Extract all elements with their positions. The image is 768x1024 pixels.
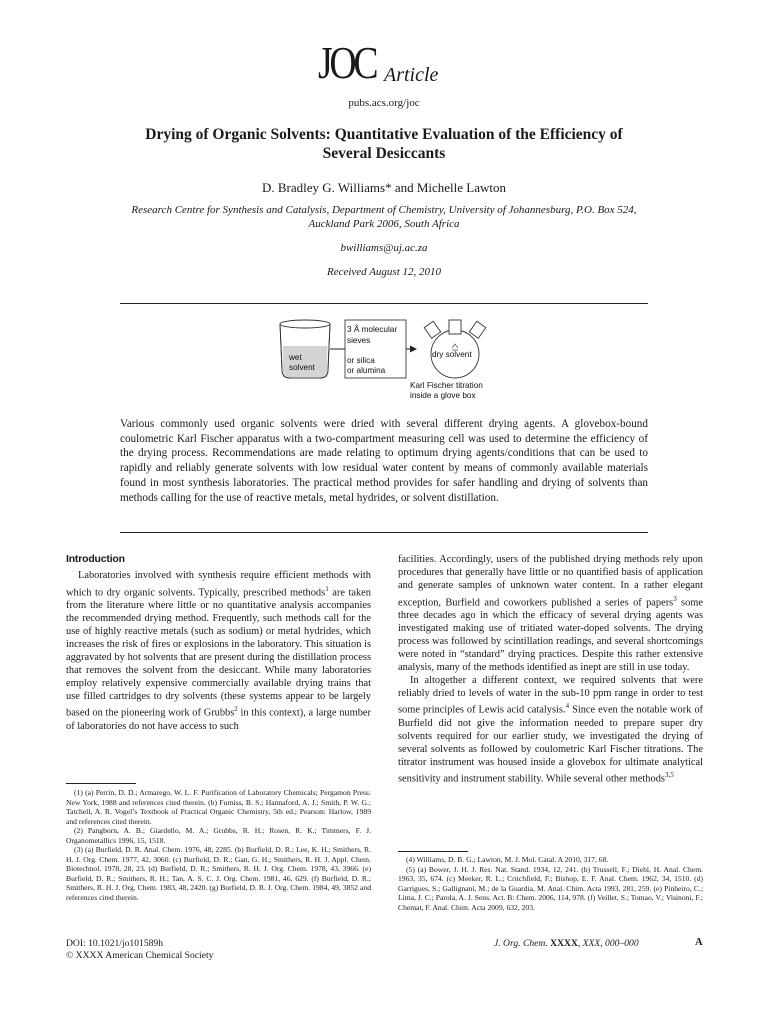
beaker-label-line1: wet <box>289 353 302 362</box>
footnote: (4) Williams, D. B. G.; Lawton, M. J. Mol. Catal. A 2010, 317, 68. <box>406 855 609 864</box>
ref-citation[interactable]: 2 <box>234 705 238 714</box>
abstract-top-rule <box>120 303 648 304</box>
footnote: (1) (a) Perrin, D. D.; Armarego, W. L. F. Purification of Laboratory Chemicals; Pergamon Press: New York, 1988 and references cited therein. (b) Furniss, B. S.; Hannaford, A. J.; Smith, P. W. G.; Tatchell, A. R. Vogel’s Textbook of Practical Organic Chemistry, 5th ed.; Pearson: Harlow, 1989 and references cited therein. <box>66 788 371 826</box>
footnote-rule-right <box>398 851 468 852</box>
box-line4: or alumina <box>347 366 386 375</box>
authors: D. Bradley G. Williams* and Michelle Lawton <box>261 180 507 195</box>
journal-url[interactable]: pubs.acs.org/joc <box>348 97 420 109</box>
box-line3: or silica <box>347 356 375 365</box>
intro-text-c: in this context), a large number of laboratories do not have access to such <box>66 707 371 732</box>
box-line1: 3 Å molecular <box>347 325 398 334</box>
author-email[interactable]: bwilliams@uj.ac.za <box>340 242 428 254</box>
ref-citation[interactable]: 3,5 <box>664 771 674 780</box>
graphical-abstract <box>270 312 510 412</box>
body-text: In altogether a different context, we required solvents that were reliably dried to levels of water in the sub-10 ppm range in order to test some principles of Lewis acid catalysis. <box>398 674 703 716</box>
footnote-rule-left <box>66 783 136 784</box>
footnotes-left <box>66 788 371 902</box>
intro-paragraph-1 <box>66 570 371 734</box>
flask-label: dry solvent <box>432 350 472 359</box>
footnote: (2) Pangborn, A. B.; Giardello, M. A.; Grubbs, R. H.; Rosen, R. K.; Timmers, F. J. Organometallics 1996, 15, 1518. <box>66 826 371 845</box>
journal-name: J. Org. Chem. <box>494 938 548 949</box>
logo-article-type: Article <box>384 64 439 86</box>
received-date: Received August 12, 2010 <box>326 266 442 278</box>
introduction-heading: Introduction <box>66 553 125 565</box>
ref-citation[interactable]: 4 <box>565 702 570 711</box>
box-line2: sieves <box>347 336 371 345</box>
footnote: (3) (a) Burfield, D. R. Anal. Chem. 1976, 48, 2285. (b) Burfield, D. R.; Lee, K. H.; Smithers, R. H. J. Org. Chem. 1977, 42, 3060. (c) Burfield, D. R.; Gan, G. H.; Smithers, R. H. J. Appl. Chem. Biotechnol. 1978, 28, 23. (d) Burfield, D. R.; Smithers, R. H. J. Org. Chem. 1978, 43, 3966. (e) Burfield, D. R.; Smithers, R. H.; Tan, A. S. C. J. Org. Chem. 1981, 46, 629. (f) Burfield, D. R.; Smithers, R. H. J. Org. Chem. 1983, 48, 2420. (g) Burfield, D. R. J. Org. Chem. 1984, 49, 3852 and references cited therein. <box>66 845 371 902</box>
abstract-bottom-rule <box>120 532 648 533</box>
intro-text-a: Laboratories involved with synthesis require efficient methods with which to dry organic solvents. Typically, prescribed methods <box>66 569 371 599</box>
ref-citation[interactable]: 3 <box>673 594 677 603</box>
body-paragraph <box>398 554 703 675</box>
beaker-label-line2: solvent <box>289 363 315 372</box>
doi-link[interactable]: DOI: 10.1021/jo101589h <box>66 938 164 949</box>
logo-journal: JOC <box>318 37 376 88</box>
footnotes-right <box>398 855 703 912</box>
footnote: (5) (a) Bower, J. H. J. Res. Nat. Stand. 1934, 12, 241. (b) Trussell, F.; Diehl, H. Anal. Chem. 1963, 35, 674. (c) Meeker, R. L.; Critchfield, F.; Bishop, E. F. Anal. Chem. 1962, 34, 1510. (d) Garrigues, S.; Gallignani, M.; de la Guardia, M. Anal. Chim. Acta 1993, 281, 259. (e) Pinheiro, C.; Lima, J. C.; Parola, A. J. Sens. Act. B: Chem. 2006, 114, 978. (f) Veillet, S.; Tomao, V.; Visinoni, F.; Chemat, F. Anal. Chim. Acta 2009, 632, 203. <box>398 864 703 912</box>
body-text: some three decades ago in which the efficacy of several drying agents was investigated making use of tritiated water-doped solvents. The drying process was followed by scintillation readings, and several shortcomings were noted in “standard” drying practices. Despite this rather extensive analysis, many of the methods identified as inept are still in use today. <box>398 597 703 673</box>
flask-icon <box>424 320 486 378</box>
journal-reference <box>494 938 639 949</box>
body-text: facilities. Accordingly, users of the published drying methods rely upon procedures that generally have little or no quantified basis of application and generate samples of unknown water content. In a rather elegant exception, Burfield and coworkers published a series of papers <box>398 554 703 609</box>
caption-line2: inside a glove box <box>410 391 476 400</box>
footer-doi <box>66 938 213 961</box>
affiliation: Research Centre for Synthesis and Catalysis, Department of Chemistry, University of Johannesburg, P.O. Box 524, Auckland Park 2006, South Africa <box>131 204 637 230</box>
journal-year: XXXX <box>550 938 578 949</box>
body-paragraph <box>398 675 703 787</box>
left-column <box>66 553 371 734</box>
right-column <box>398 554 703 787</box>
article-title: Drying of Organic Solvents: Quantitative Evaluation of the Efficiency of Several Desiccants <box>145 126 623 162</box>
body-text: Since even the notable work of Burfield did not give the information needed to prepare super dry solvents required for our earlier study, we investigated the drying of several solvents as followed by coulometric Karl Fischer titrations. The titrator instrument was housed inside a glovebox for ultimate analytical sensitivity and instrument stability. While several other methods <box>398 704 703 785</box>
ref-citation[interactable]: 1 <box>325 584 329 593</box>
journal-logo <box>318 37 439 88</box>
abstract: Various commonly used organic solvents were dried with several different drying agents. A glovebox-bound coulometric Karl Fischer apparatus with a two-compartment measuring cell was used to determine the efficiency of the drying process. Recommendations are made relating to optimum drying agents/conditions that can be used to rapidly and reliably generate solvents with low residual water content by means of commonly available materials found in most synthesis laboratories. The practical method provides for safer handling and drying of solvents than methods calling for the use of reactive metals, metal hydrides, or solvent distillation. <box>120 418 648 504</box>
intro-text-b: are taken from the literature where little or no quantitative analysis accompanies the recommended drying method. Frequently, such methods call for the use of highly reactive metals (such as sodium) or metal hydrides, which increases the risk of fires or explosions in the laboratory. This situation is aggravated by hot solvents that are present during the distillation process that removes the solvent from the desiccant. While many laboratories employ relatively expensive commercially available drying trains that use filled cartridges to dry solvents (these systems appear to be largely based on the pioneering work of Grubbs <box>66 587 371 719</box>
caption-line1: Karl Fischer titration <box>410 381 483 390</box>
journal-volume-pages: , XXX, 000–000 <box>577 938 639 949</box>
page-label: A <box>695 937 703 948</box>
copyright: © XXXX American Chemical Society <box>66 949 214 961</box>
